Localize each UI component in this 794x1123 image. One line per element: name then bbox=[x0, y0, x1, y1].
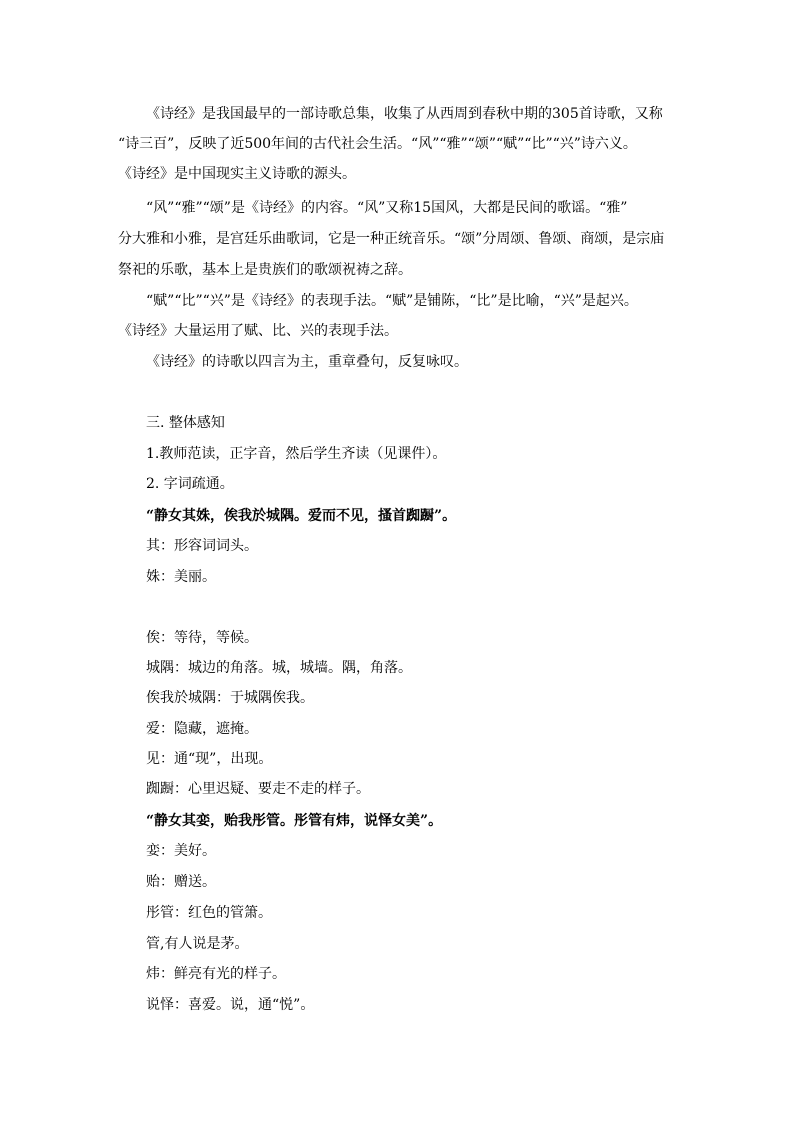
paragraph-1-line-3: 《诗经》是中国现实主义诗歌的源头。 bbox=[118, 166, 356, 182]
note-item: 娈：美好。 bbox=[146, 843, 216, 859]
paragraph-2-line-2: 分大雅和小雅，是宫廷乐曲歌词，它是一种正统音乐。“颂”分周颂、鲁颂、商颂，是宗庙 bbox=[118, 231, 665, 247]
note-item: 踟蹰：心里迟疑、要走不走的样子。 bbox=[146, 781, 370, 797]
note-item: 说怿：喜爱。说，通“悦”。 bbox=[146, 997, 315, 1013]
step-1: 1.教师范读，正字音，然后学生齐读（见课件）。 bbox=[146, 446, 447, 462]
paragraph-4: 《诗经》的诗歌以四言为主，重章叠句，反复咏叹。 bbox=[146, 354, 468, 370]
verse-2-quote: “静女其娈，贻我彤管。彤管有炜，说怿女美”。 bbox=[146, 813, 443, 829]
verse-1-quote: “静女其姝，俟我於城隅。爱而不见，搔首踟蹰”。 bbox=[146, 508, 457, 524]
note-item: 见：通“现”，出现。 bbox=[146, 751, 273, 767]
note-item: 贻：赠送。 bbox=[146, 874, 216, 890]
paragraph-1-line-1: 《诗经》是我国最早的一部诗歌总集，收集了从西周到春秋中期的305首诗歌，又称 bbox=[146, 106, 663, 122]
step-2: 2. 字词疏通。 bbox=[146, 476, 234, 492]
paragraph-3-line-2: 《诗经》大量运用了赋、比、兴的表现手法。 bbox=[118, 323, 398, 339]
note-item: 管,有人说是茅。 bbox=[146, 936, 249, 952]
note-item: 炜：鲜亮有光的样子。 bbox=[146, 966, 286, 982]
note-item: 彤管：红色的管箫。 bbox=[146, 905, 272, 921]
paragraph-2-line-1: “风”“雅”“颂”是《诗经》的内容。“风”又称15国风，大都是民间的歌谣。“雅” bbox=[146, 200, 628, 216]
paragraph-1-line-2: “诗三百”，反映了近500年间的古代社会生活。“风”“雅”“颂”“赋”“比”“兴”诗六义。 bbox=[118, 136, 637, 152]
note-item: 爱：隐藏，遮掩。 bbox=[146, 721, 258, 737]
section-heading: 三. 整体感知 bbox=[146, 415, 225, 431]
note-item: 其：形容词词头。 bbox=[146, 538, 258, 554]
note-item: 姝：美丽。 bbox=[146, 569, 216, 585]
paragraph-2-line-3: 祭祀的乐歌，基本上是贵族们的歌颂祝祷之辞。 bbox=[118, 262, 412, 278]
note-item: 俟我於城隅：于城隅俟我。 bbox=[146, 690, 314, 706]
paragraph-3-line-1: “赋”“比”“兴”是《诗经》的表现手法。“赋”是铺陈，“比”是比喻，“兴”是起兴。 bbox=[146, 293, 638, 309]
note-item: 俟：等待，等候。 bbox=[146, 630, 258, 646]
note-item: 城隅：城边的角落。城，城墙。隅，角落。 bbox=[146, 660, 412, 676]
